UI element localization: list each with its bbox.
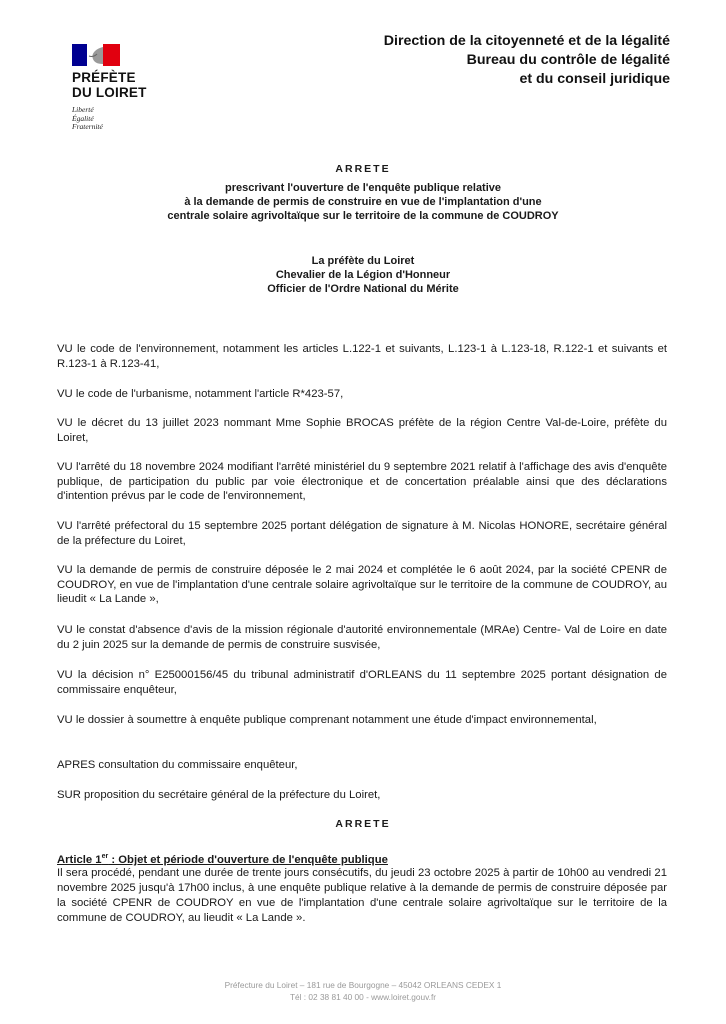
prefet-honor: Officier de l'Ordre National du Mérite [267, 283, 459, 295]
motto-egalite: Égalité [72, 113, 94, 123]
article-1-heading [57, 850, 667, 867]
marianne-emblem-icon [72, 44, 120, 66]
article-1-body: Il sera procédé, pendant une durée de trente jours consécutifs, du jeudi 23 octobre 2025 à partir de 10h00 au vendredi 21 novembre 2025 jusqu'à 17h00 inclus, à une enquête publique relative à la demande de permis de construire déposée par la société CPENR de COUDROY en vue de l'implantation d'une centrale solaire agrivoltaïque sur le territoire de la commune de COUDROY, au lieudit « La Lande ». [57, 867, 667, 924]
considerant-paragraph: VU le dossier à soumettre à enquête publique comprenant notamment une étude d'impact environnemental, [57, 714, 597, 726]
prefet-name: La préfète du Loiret [311, 255, 415, 267]
bureau-line-2: et du conseil juridique [519, 71, 670, 87]
article-1-heading-text: : Objet et période d'ouverture de l'enquête publique [108, 853, 388, 866]
motto-fraternite: Fraternité [72, 122, 103, 132]
document-title: ARRETE [335, 163, 391, 175]
decision-title: ARRETE [335, 818, 391, 830]
bureau-line: Bureau du contrôle de légalité [466, 52, 670, 68]
prefecture-name-line2: DU LOIRET [72, 85, 147, 100]
prefecture-name-line1: PRÉFÈTE [72, 70, 136, 85]
considerant-paragraph: SUR proposition du secrétaire général de la préfecture du Loiret, [57, 789, 381, 801]
subject-line: centrale solaire agrivoltaïque sur le territoire de la commune de COUDROY [167, 210, 559, 222]
considerant-paragraph: VU l'arrêté préfectoral du 15 septembre 2025 portant délégation de signature à M. Nicolas HONORE, secrétaire général de la préfecture du Loiret, [57, 520, 667, 547]
motto-liberte: Liberté [72, 105, 94, 114]
issuing-department [270, 32, 670, 89]
considerant-paragraph: VU le décret du 13 juillet 2023 nommant Mme Sophie BROCAS préfète de la région Centre Val-de-Loire, préfète du Loiret, [57, 417, 667, 444]
republic-motto [72, 106, 182, 132]
footer-address: Préfecture du Loiret – 181 rue de Bourgogne – 45042 ORLEANS CEDEX 1 [224, 980, 502, 990]
document-subject [40, 181, 686, 223]
article-1-label: Article 1 [57, 853, 102, 866]
prefet-honor: Chevalier de la Légion d'Honneur [275, 269, 451, 281]
considerant-paragraph: VU l'arrêté du 18 novembre 2024 modifiant l'arrêté ministériel du 9 septembre 2021 relatif à l'affichage des avis d'enquête publique, de participation du public par voie électronique et de concertation préalable ainsi que des déclarations d'intention prévus par le code de l'environnement, [57, 461, 667, 503]
prefecture-name [72, 70, 182, 100]
considerant-paragraph: VU le code de l'urbanisme, notamment l'article R*423-57, [57, 388, 344, 400]
considerant-paragraph: VU la décision n° E25000156/45 du tribunal administratif d'ORLEANS du 11 septembre 2025 portant désignation de commissaire enquêteur, [57, 669, 667, 696]
footer-contact: Tél : 02 38 81 40 00 - www.loiret.gouv.fr [289, 992, 437, 1002]
subject-line: prescrivant l'ouverture de l'enquête publique relative [224, 182, 502, 194]
subject-line: à la demande de permis de construire en vue de l'implantation d'une [184, 196, 542, 208]
prefet-titles [40, 254, 686, 296]
considerant-paragraph: VU la demande de permis de construire déposée le 2 mai 2024 et complétée le 6 août 2024, par la société CPENR de COUDROY, en vue de l'implantation d'une centrale solaire agrivoltaïque sur le territoire de la commune de COUDROY, au lieudit « La Lande », [57, 564, 667, 606]
page-footer [0, 979, 726, 1003]
considerant-paragraph: VU le code de l'environnement, notamment les articles L.122-1 et suivants, L.123-1 à L.123-18, R.122-1 et suivants et R.123-1 à R.123-41, [57, 343, 667, 370]
department-line: Direction de la citoyenneté et de la légalité [383, 33, 670, 49]
considerant-paragraph: APRES consultation du commissaire enquêteur, [57, 759, 298, 771]
prefecture-logo [72, 44, 182, 132]
article-1-label-sup: er [101, 853, 109, 860]
considerant-paragraph: VU le constat d'absence d'avis de la mission régionale d'autorité environnementale (MRAe) Centre- Val de Loire en date du 2 juin 2025 sur la demande de permis de construire susvisée, [57, 624, 667, 651]
